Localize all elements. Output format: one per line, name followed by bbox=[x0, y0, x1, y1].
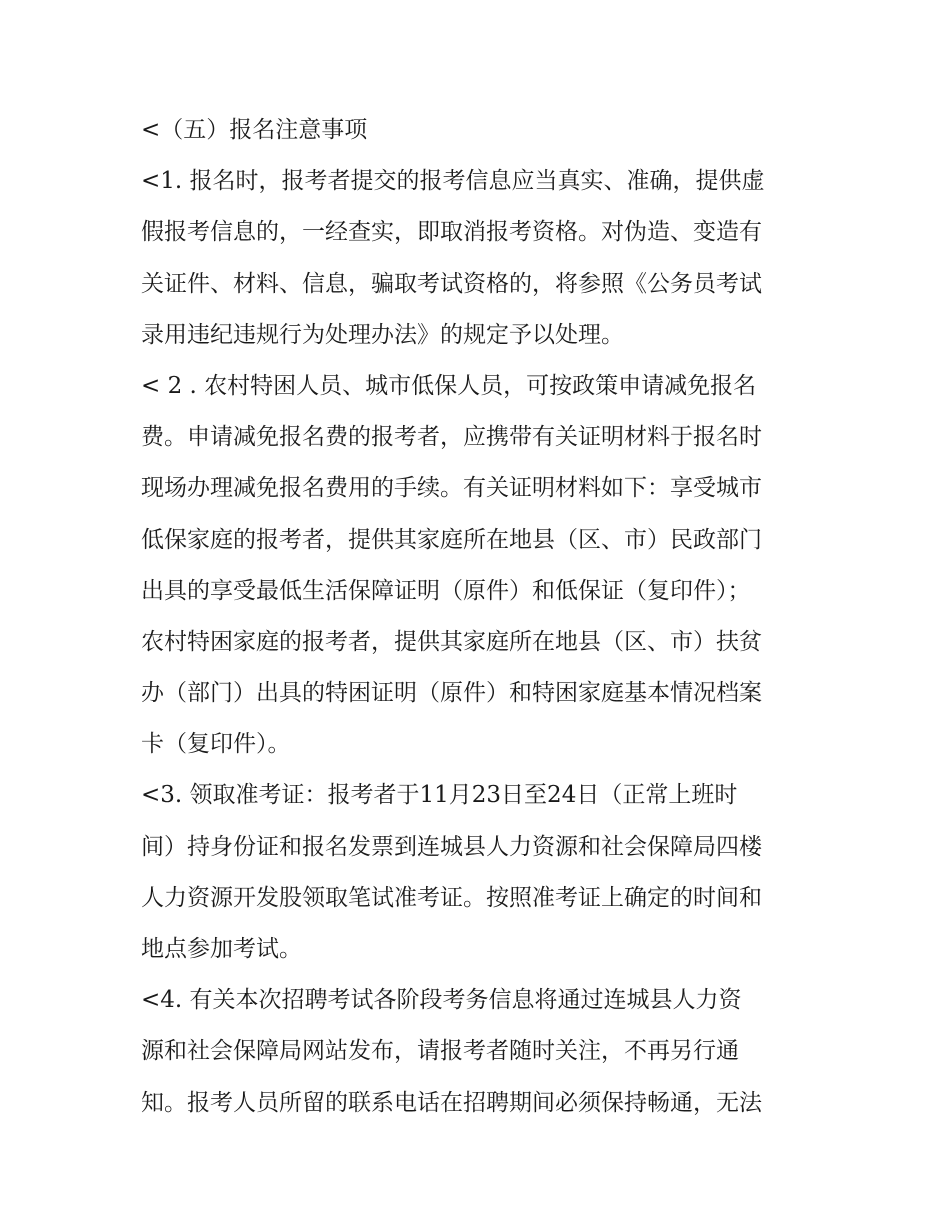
paragraph-line: 间）持身份证和报名发票到连城县人力资源和社会保障局四楼 bbox=[141, 833, 762, 860]
paragraph-line: 低保家庭的报考者，提供其家庭所在地县（区、市）民政部门 bbox=[141, 526, 762, 553]
paragraph-line: <4. 有关本次招聘考试各阶段考务信息将通过连城县人力资 bbox=[141, 987, 742, 1014]
paragraph-line: 地点参加考试。 bbox=[141, 936, 302, 962]
paragraph-line: <3. 领取准考证：报考者于11月23日至24日（正常上班时 bbox=[141, 782, 738, 809]
paragraph-line: 农村特困家庭的报考者，提供其家庭所在地县（区、市）扶贫 bbox=[141, 628, 762, 655]
paragraph-line: <1. 报名时，报考者提交的报考信息应当真实、准确，提供虚 bbox=[141, 168, 765, 195]
paragraph-line: 现场办理减免报名费用的手续。有关证明材料如下：享受城市 bbox=[141, 475, 762, 502]
paragraph-line: 出具的享受最低生活保障证明（原件）和低保证（复印件）； bbox=[141, 577, 751, 604]
paragraph-line: 源和社会保障局网站发布，请报考者随时关注，不再另行通 bbox=[141, 1038, 739, 1065]
paragraph-line: 关证件、材料、信息，骗取考试资格的，将参照《公务员考试 bbox=[141, 270, 762, 297]
paragraph-line: 费。申请减免报名费的报考者，应携带有关证明材料于报名时 bbox=[141, 424, 762, 451]
paragraph-line: 人力资源开发股领取笔试准考证。按照准考证上确定的时间和 bbox=[141, 884, 762, 911]
paragraph-line: 卡（复印件）。 bbox=[141, 731, 291, 758]
document-body bbox=[141, 110, 813, 1134]
section-heading: <（五）报名注意事项 bbox=[141, 117, 368, 143]
paragraph-line: 知。报考人员所留的联系电话在招聘期间必须保持畅通，无法 bbox=[141, 1089, 762, 1116]
paragraph-line: 录用违纪违规行为处理办法》的规定予以处理。 bbox=[141, 321, 624, 348]
paragraph-line: < 2 . 农村特困人员、城市低保人员，可按政策申请减免报名 bbox=[141, 372, 757, 399]
paragraph-line: 假报考信息的，一经查实，即取消报考资格。对伪造、变造有 bbox=[141, 219, 762, 246]
paragraph-line: 办（部门）出具的特困证明（原件）和特困家庭基本情况档案 bbox=[141, 680, 762, 707]
